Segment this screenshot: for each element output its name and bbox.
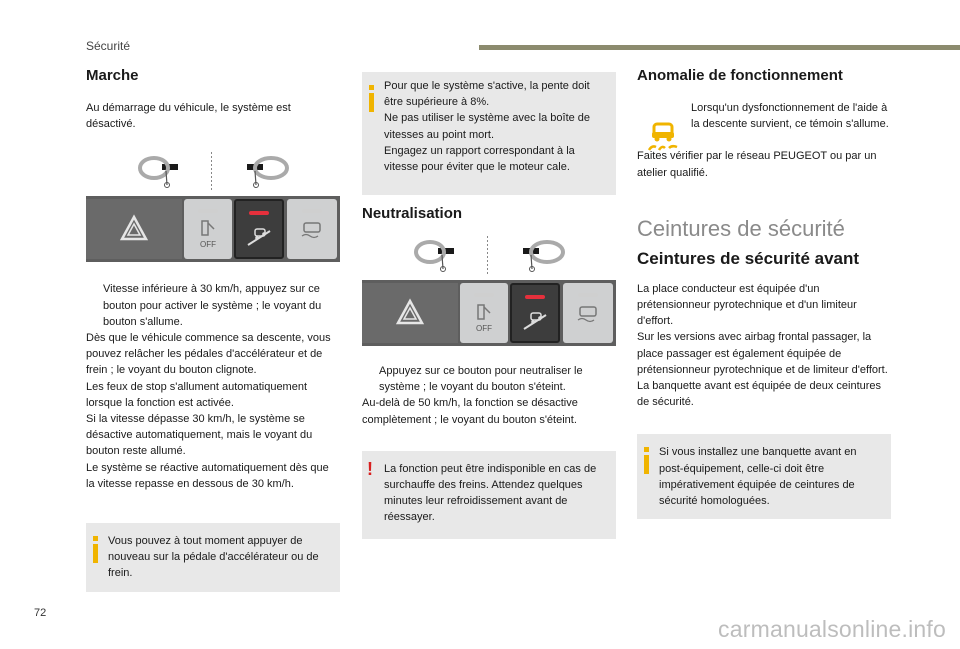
page-number: 72 xyxy=(34,607,47,619)
belt-line-2: Sur les versions avec airbag frontal passager, la place passager est également équipée de prétensionneur pyrotechnique et de limiteur d'effort. xyxy=(637,331,888,376)
hazard-triangle-icon xyxy=(86,199,182,259)
info-marker-icon xyxy=(369,85,374,112)
stability-off-icon xyxy=(472,303,496,325)
off-label: OFF xyxy=(200,240,216,250)
infobox-text: Si vous installez une banquette avant en post-équipement, celle-ci doit être impérativement équipée de ceintures de sécurité homologuées. xyxy=(659,446,857,508)
button-led xyxy=(578,293,598,297)
console-illustration xyxy=(86,152,340,265)
off-label: OFF xyxy=(476,324,492,333)
info-marker-icon xyxy=(93,536,98,563)
button-console xyxy=(362,280,616,346)
infobox-text: Vous pouvez à tout moment appuyer de nouveau sur la pédale d'accélérateur ou de frein. xyxy=(108,535,319,580)
marche-infobox xyxy=(86,523,340,592)
console-illustration-2 xyxy=(362,236,616,349)
steering-wheel-left-icon xyxy=(136,152,190,190)
car-skid-icon xyxy=(574,303,602,325)
hill-descent-icon xyxy=(522,305,550,333)
watermark: carmanualsonline.info xyxy=(718,616,946,642)
header-label: Sécurité xyxy=(86,39,131,53)
column-anomalie xyxy=(637,66,891,519)
stability-off-icon xyxy=(196,219,220,241)
button-led xyxy=(474,293,494,297)
steering-wheel-left-icon xyxy=(412,236,466,274)
column-marche xyxy=(86,66,340,592)
warning-mark-icon: ! xyxy=(367,458,373,479)
hazard-button xyxy=(86,199,182,259)
section-title-anomalie: Anomalie de fonctionnement xyxy=(637,67,843,84)
esc-button[interactable] xyxy=(287,199,337,259)
belt-infobox xyxy=(637,434,891,519)
hill-descent-icon xyxy=(246,221,274,249)
bullet-text: Appuyez sur ce bouton pour neutraliser le système ; le voyant du bouton s'éteint. xyxy=(379,365,583,394)
steering-wheel-right-icon xyxy=(221,152,291,190)
info-marker-icon xyxy=(644,447,649,474)
header-accent-bar xyxy=(479,45,960,50)
marche-line-3: Si la vitesse dépasse 30 km/h, le système se désactive automatiquement, mais le voyant du bouton reste allumé. xyxy=(86,413,313,458)
marche-line-2: Les feux de stop s'allument automatiquement lorsque la fonction est activée. xyxy=(86,380,308,409)
marche-line-1: Dès que le véhicule commence sa descente, vous pouvez relâcher les pédales d'accélérateur et de frein ; le voyant du bouton clignote. xyxy=(86,332,331,377)
marche-bullet xyxy=(86,281,340,330)
neutralisation-line: Au-delà de 50 km/h, la fonction se désactive complètement ; le voyant du bouton s'éteint. xyxy=(362,397,578,426)
chapter-title: Ceintures de sécurité xyxy=(637,215,845,241)
anomaly-text: Lorsqu'un dysfonctionnement de l'aide à la descente survient, ce témoin s'allume. xyxy=(691,102,889,131)
button-led xyxy=(198,209,218,213)
bullet-text: Vitesse inférieure à 30 km/h, appuyez sur ce bouton pour activer le système ; le voyant du bouton s'allume. xyxy=(103,283,322,328)
section-title-marche: Marche xyxy=(86,67,139,84)
button-led xyxy=(302,209,322,213)
bullet-mark xyxy=(362,363,379,395)
hill-descent-button[interactable] xyxy=(234,199,284,259)
bullet-mark xyxy=(86,281,103,330)
button-console xyxy=(86,196,340,262)
stability-off-button[interactable] xyxy=(184,199,232,259)
warning-text: La fonction peut être indisponible en cas de surchauffe des freins. Attendez quelques minutes leur refroidissement avant de réessayer. xyxy=(384,462,597,524)
hill-descent-warning-icon xyxy=(645,118,681,154)
hazard-button xyxy=(362,283,458,343)
marche-line-4: Le système se réactive automatiquement dès que la vitesse repasse en dessous de 30 km/h. xyxy=(86,461,329,490)
esc-button[interactable] xyxy=(563,283,613,343)
hill-descent-button[interactable] xyxy=(510,283,560,343)
car-skid-icon xyxy=(298,219,326,241)
marche-intro: Au démarrage du véhicule, le système est désactivé. xyxy=(86,102,291,131)
check-text: Faites vérifier par le réseau PEUGEOT ou par un atelier qualifié. xyxy=(637,150,877,179)
belt-line-1: La place conducteur est équipée d'un prétensionneur pyrotechnique et d'un limiteur d'effort. xyxy=(637,282,857,328)
activation-line-1: Pour que le système s'active, la pente doit être supérieure à 8%. xyxy=(384,80,590,109)
button-led-active xyxy=(249,211,269,215)
column-neutralisation xyxy=(362,72,616,539)
hazard-triangle-icon xyxy=(362,283,458,343)
stability-off-button[interactable] xyxy=(460,283,508,343)
illustration-divider xyxy=(487,236,488,274)
activation-infobox xyxy=(362,72,616,195)
illustration-divider xyxy=(211,152,212,190)
activation-line-3: Engagez un rapport correspondant à la vitesse pour éviter que le moteur cale. xyxy=(384,144,575,174)
neutralisation-bullet xyxy=(362,363,616,395)
activation-line-2: Ne pas utiliser le système avec la boîte de vitesses au point mort. xyxy=(384,112,591,141)
steering-wheel-right-icon xyxy=(497,236,567,274)
button-led-active xyxy=(525,295,545,299)
belt-line-3: La banquette avant est équipée de deux ceintures de sécurité. xyxy=(637,380,882,409)
warning-box xyxy=(362,451,616,539)
section-title-neutralisation: Neutralisation xyxy=(362,205,463,222)
section-title-ceintures: Ceintures de sécurité avant xyxy=(637,248,860,268)
